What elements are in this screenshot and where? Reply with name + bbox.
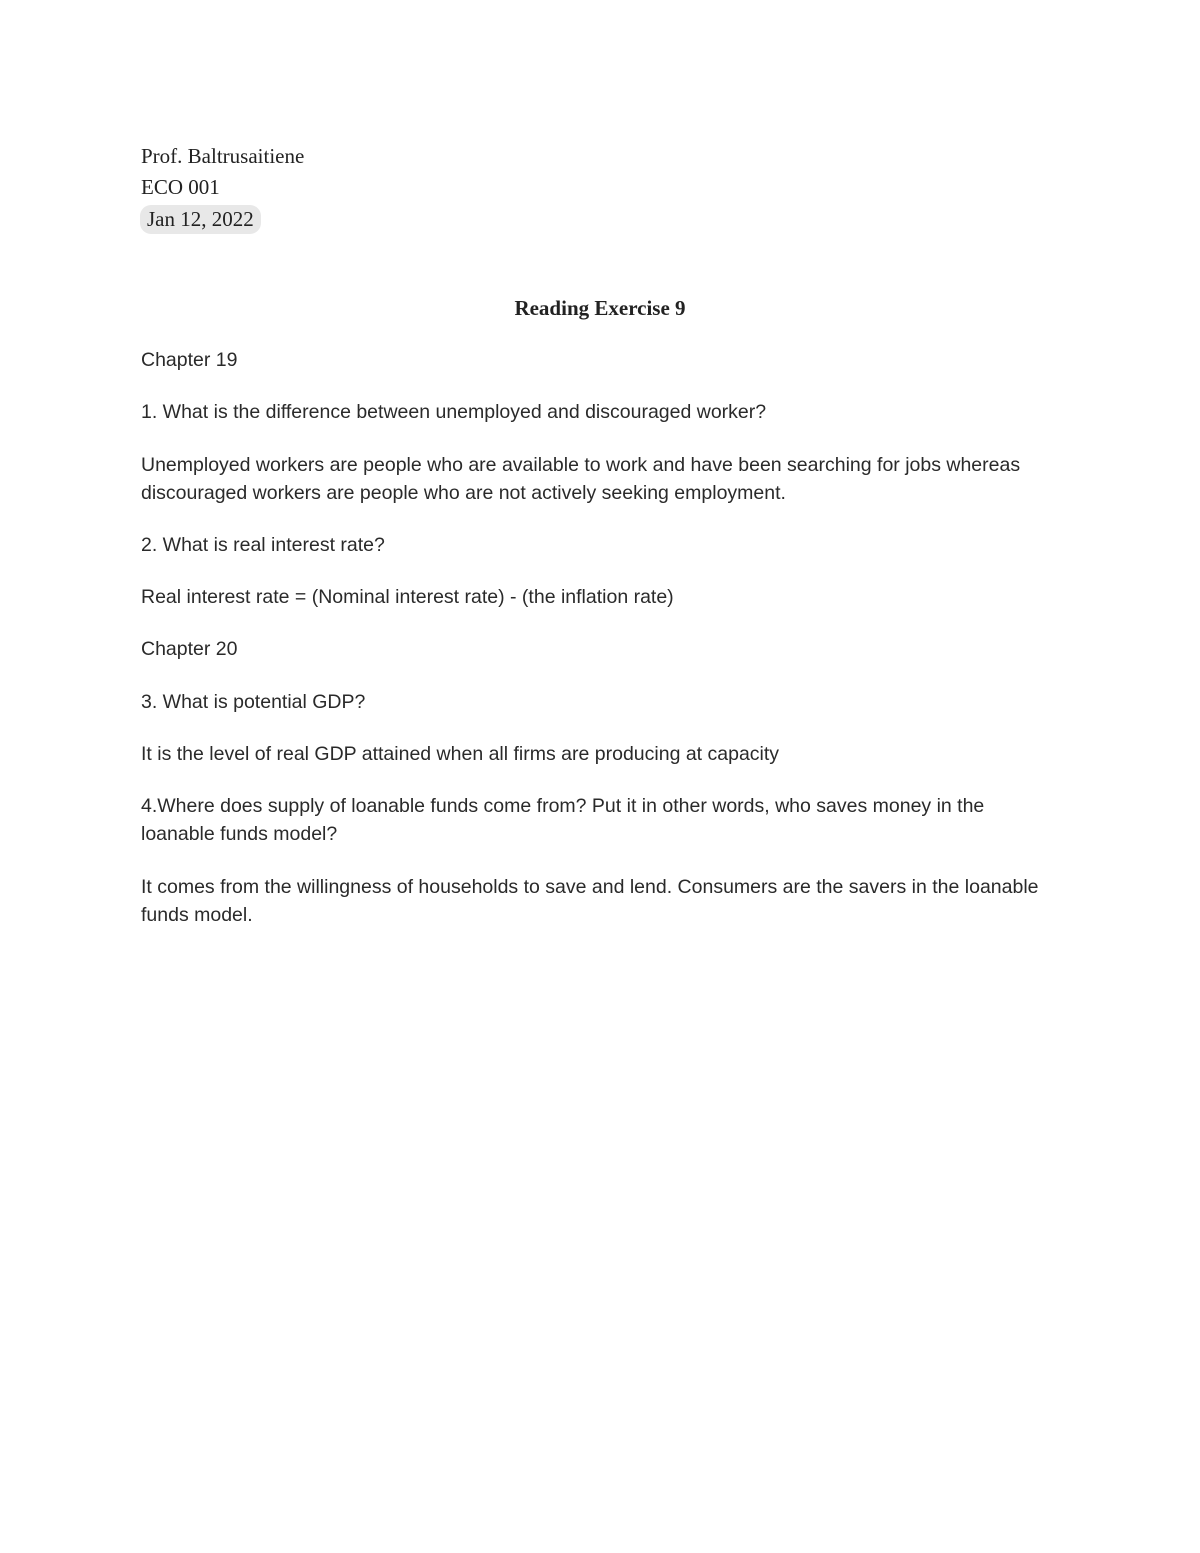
document-title: Reading Exercise 9	[514, 296, 686, 320]
question-4: 4.Where does supply of loanable funds come from? Put it in other words, who saves money in the loanable funds model?	[141, 795, 985, 845]
answer-2: Real interest rate = (Nominal interest rate) - (the inflation rate)	[141, 586, 674, 608]
document-header	[141, 141, 304, 235]
question-1: 1. What is the difference between unemployed and discouraged worker?	[141, 401, 767, 423]
answer-4: It comes from the willingness of households to save and lend. Consumers are the savers in the loanable funds model.	[141, 876, 1039, 926]
instructor-name: Prof. Baltrusaitiene	[141, 144, 305, 168]
question-3: 3. What is potential GDP?	[141, 691, 366, 713]
answer-3: It is the level of real GDP attained when all firms are producing at capacity	[141, 743, 780, 765]
question-2: 2. What is real interest rate?	[141, 534, 385, 556]
chapter-heading-19: Chapter 19	[141, 349, 238, 371]
date-chip[interactable]: Jan 12, 2022	[140, 205, 261, 234]
chapter-heading-20: Chapter 20	[141, 638, 238, 660]
course-code: ECO 001	[141, 175, 220, 199]
answer-1: Unemployed workers are people who are available to work and have been searching for jobs whereas discouraged workers are people who are not actively seeking employment.	[141, 454, 1021, 504]
